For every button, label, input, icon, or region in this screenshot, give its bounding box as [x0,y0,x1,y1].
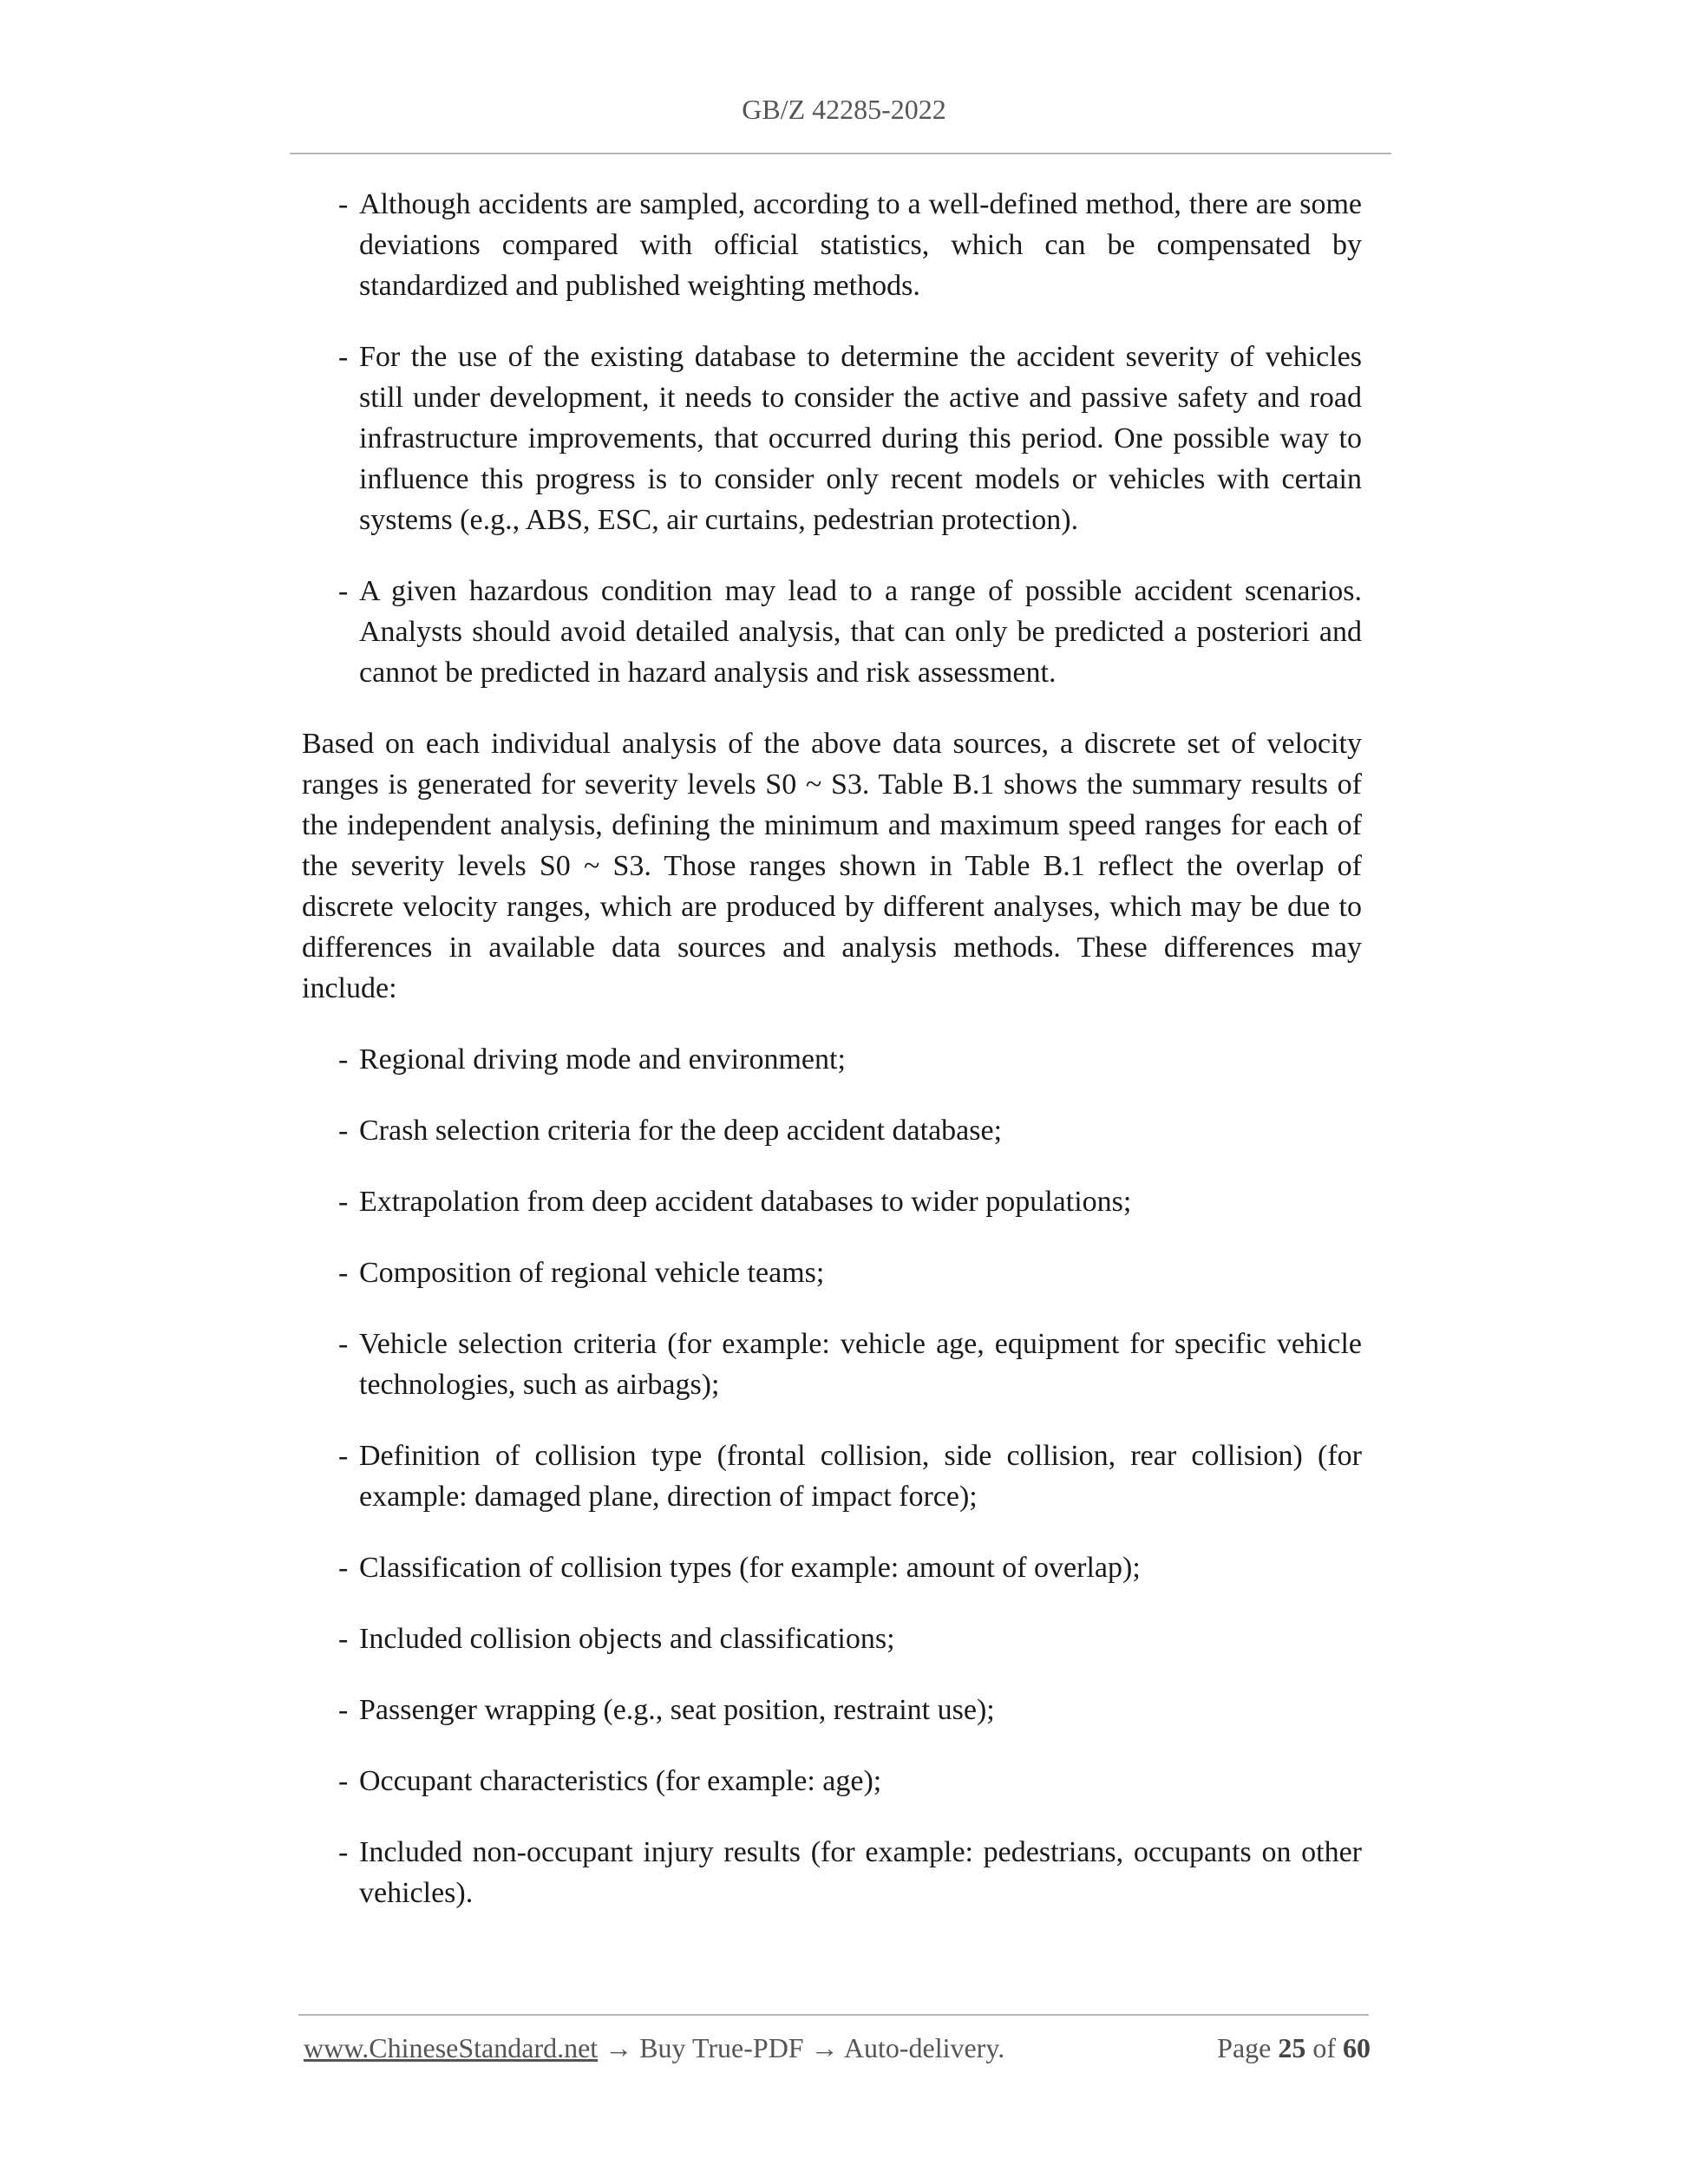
body-paragraph: Based on each individual analysis of the above data sources, a discrete set of velocity ranges is generated for severity levels S0 ~ S3. Table B.1 shows the summary results of the independent analysis, defining the minimum and maximum speed ranges for each of the severity levels S0 ~ S3. Those ranges shown in Table B.1 reflect the overlap of discrete velocity ranges, which are produced by different analyses, which may be due to differences in available data sources and analysis methods. These differences may include: [302,728,1362,1004]
bullet-dash: - [338,188,349,220]
list-item-text: For the use of the existing database to determine the accident severity of vehicles still under development, it needs to consider the active and passive safety and road infrastructure improvements, that occurred during this period. One possible way to influence this progress is to consider only recent models or vehicles with certain systems (e.g., ABS, ESC, air curtains, pedestrian protection). [359,341,1362,536]
bullet-dash: - [338,1328,349,1360]
bullet-dash: - [338,341,349,373]
list-item-text: Classification of collision types (for example: amount of overlap); [359,1552,1141,1584]
list-item [302,337,1362,540]
list-item [302,1181,1362,1222]
footer-step-delivery: Auto-delivery. [843,2032,1005,2063]
page-number [1217,2032,1371,2064]
page-label: Page [1217,2032,1272,2063]
arrow-right-icon: → [605,2032,633,2063]
bullet-dash: - [338,1765,349,1797]
list-item [302,1252,1362,1293]
list-item-text: A given hazardous condition may lead to a range of possible accident scenarios. Analysts should avoid detailed analysis, that can only be predicted a posteriori and cannot be predicted in hazard analysis and risk assessment. [359,575,1362,689]
arrow-right-icon: → [810,2032,839,2063]
bullet-dash: - [338,1186,349,1218]
list-item-text: Included collision objects and classifications; [359,1623,895,1655]
list-item [302,1547,1362,1588]
list-item-text: Passenger wrapping (e.g., seat position, restraint use); [359,1694,995,1726]
list-item [302,1110,1362,1151]
page-footer [304,2032,1371,2064]
page-current: 25 [1278,2032,1306,2063]
list-item [302,1618,1362,1659]
list-item-text: Definition of collision type (frontal collision, side collision, rear collision) (for example: damaged plane, direction of impact force); [359,1440,1362,1513]
list-item [302,1324,1362,1405]
list-item-text: Regional driving mode and environment; [359,1043,846,1076]
list-item [302,184,1362,306]
list-item [302,1832,1362,1913]
list-item [302,571,1362,693]
footer-step-buy: Buy True-PDF [639,2032,804,2063]
list-item-text: Crash selection criteria for the deep accident database; [359,1115,1003,1147]
website-link[interactable]: www.ChineseStandard.net [304,2032,599,2063]
footer-divider [298,2014,1369,2016]
list-item-text: Although accidents are sampled, according to a well-defined method, there are some deviations compared with official statistics, which can be compensated by standardized and published weighting methods. [359,188,1362,302]
list-item [302,1690,1362,1730]
list-item-text: Vehicle selection criteria (for example: vehicle age, equipment for specific vehicle technologies, such as airbags); [359,1328,1362,1401]
bullet-dash: - [338,1623,349,1655]
bullet-dash: - [338,1115,349,1147]
bullet-dash: - [338,575,349,607]
document-header [0,94,1688,126]
document-id: GB/Z 42285-2022 [742,94,946,125]
list-item [302,1435,1362,1517]
bullet-dash: - [338,1836,349,1868]
list-item [302,1039,1362,1080]
list-item [302,1761,1362,1801]
page-total: 60 [1343,2032,1371,2063]
bullet-dash: - [338,1440,349,1472]
bullet-dash: - [338,1694,349,1726]
bullet-dash: - [338,1552,349,1584]
list-item-text: Occupant characteristics (for example: age); [359,1765,882,1797]
page-content [302,184,1362,1944]
list-item-text: Composition of regional vehicle teams; [359,1257,825,1289]
header-divider [290,153,1391,154]
page-of: of [1312,2032,1336,2063]
list-item-text: Extrapolation from deep accident databases to wider populations; [359,1186,1132,1218]
bullet-dash: - [338,1257,349,1289]
bullet-dash: - [338,1043,349,1076]
list-item-text: Included non-occupant injury results (for example: pedestrians, occupants on other vehicles). [359,1836,1362,1909]
